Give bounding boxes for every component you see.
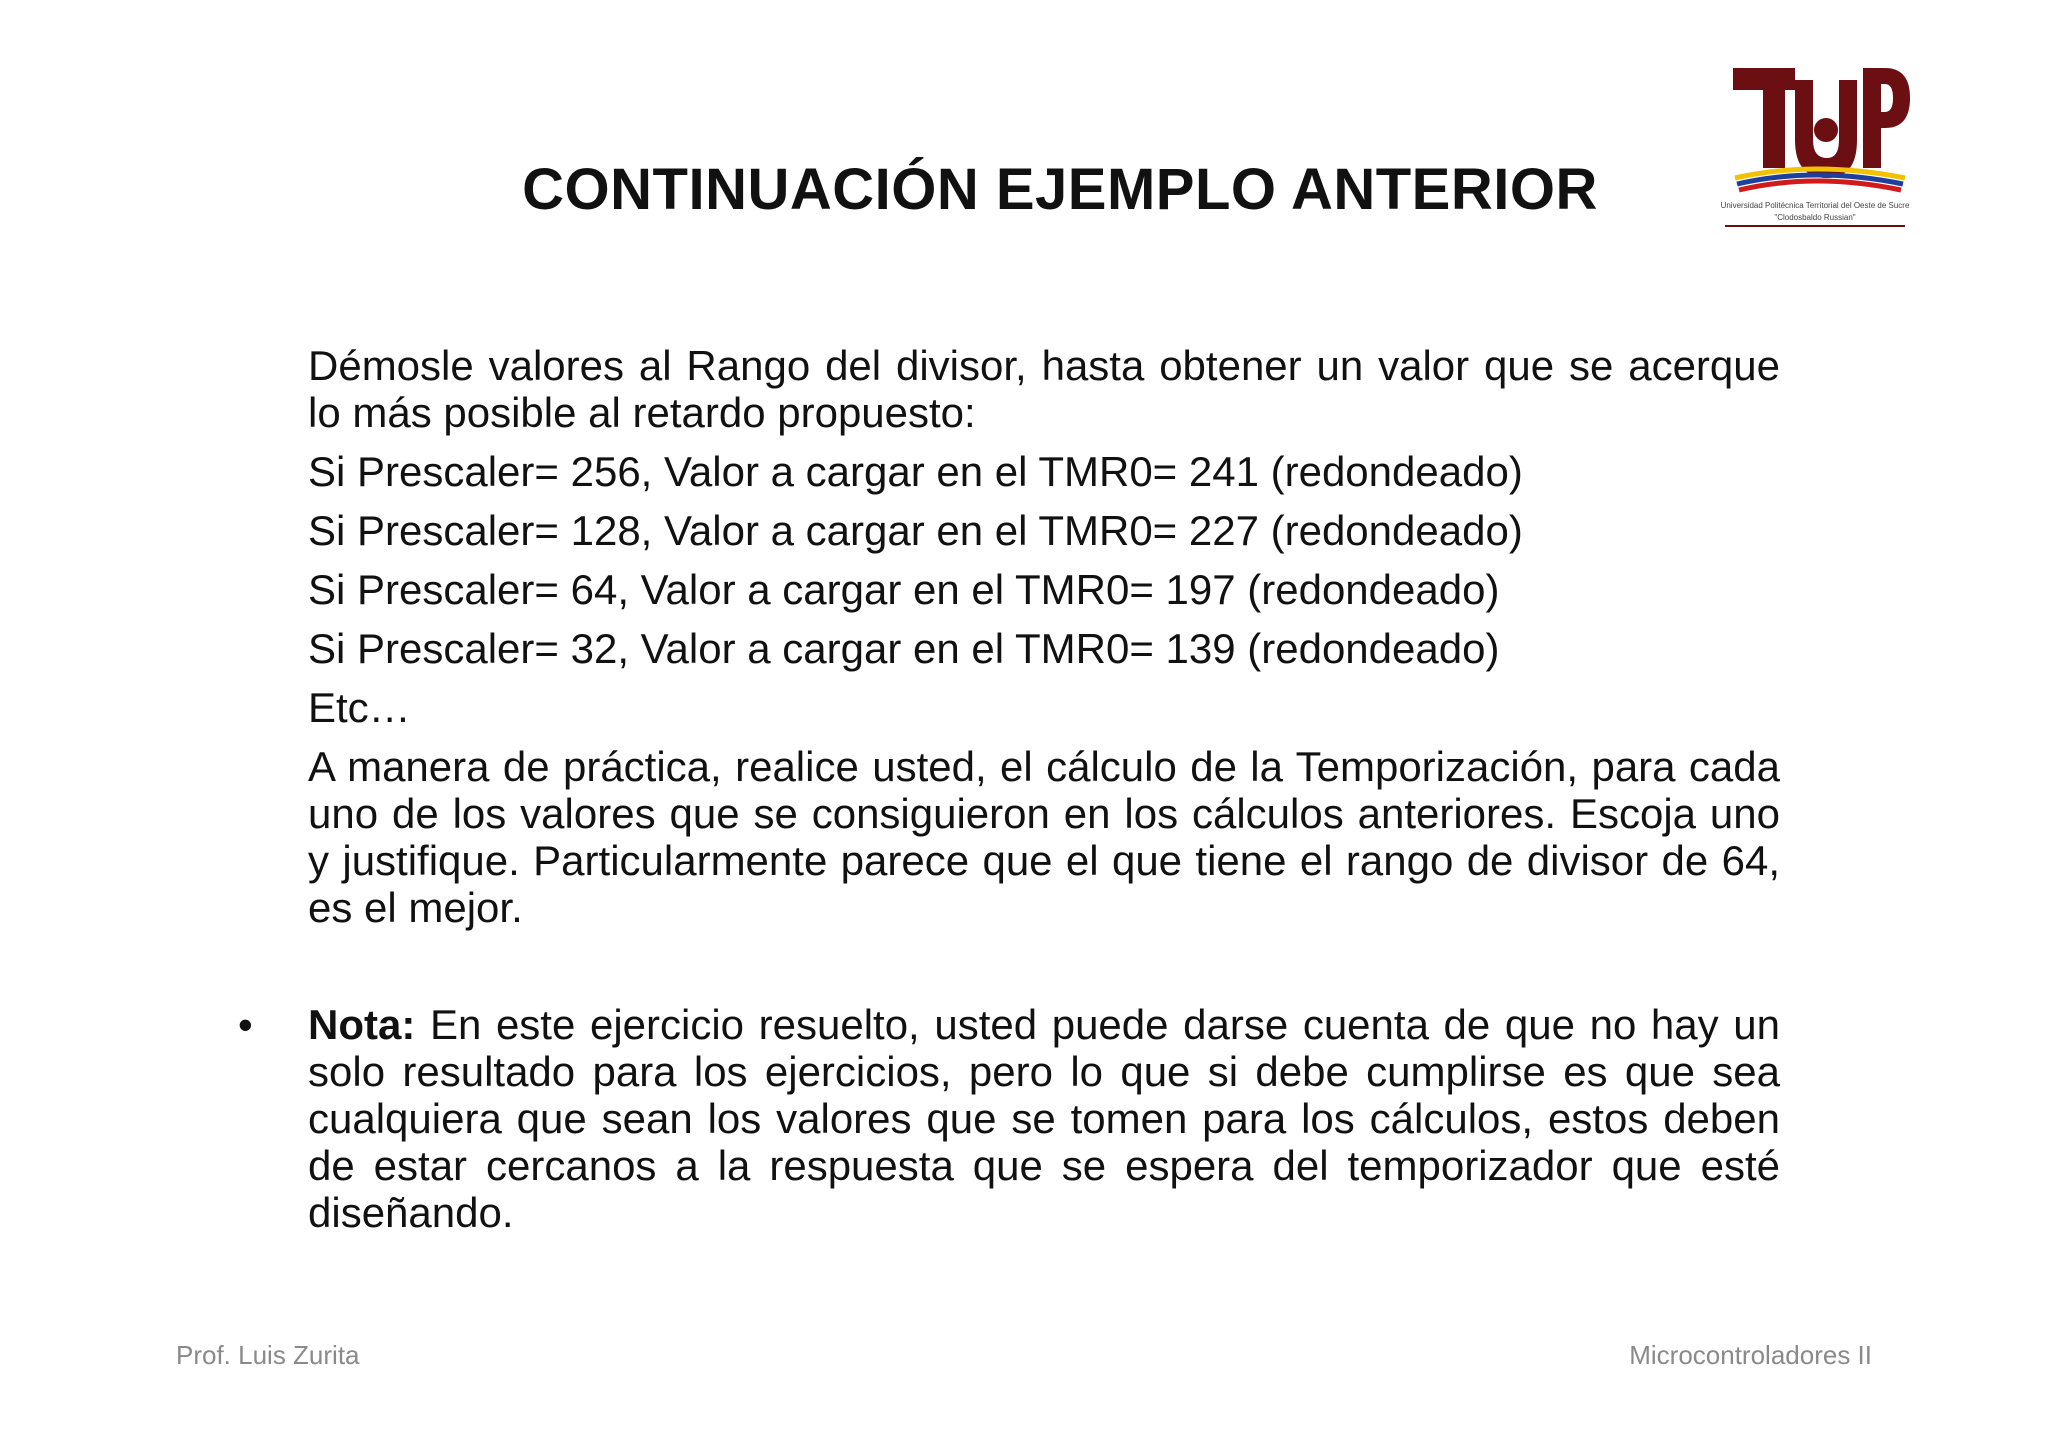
footer-course: Microcontroladores II <box>1629 1340 1872 1370</box>
prescaler-line-32: Si Prescaler= 32, Valor a cargar en el TMR0= 139 (redondeado) <box>308 625 1500 672</box>
slide-title: CONTINUACIÓN EJEMPLO ANTERIOR <box>522 157 1598 222</box>
svg-text:"Clodosbaldo Russian": "Clodosbaldo Russian" <box>1774 213 1856 222</box>
slide-content <box>238 342 1780 1248</box>
prescaler-line-128: Si Prescaler= 128, Valor a cargar en el TMR0= 227 (redondeado) <box>308 507 1523 554</box>
note-bullet <box>238 1001 1780 1236</box>
upt-logo-icon <box>1715 60 1915 230</box>
university-logo <box>1715 60 1915 230</box>
intro-paragraph: Démosle valores al Rango del divisor, hasta obtener un valor que se acerque lo más posible al retardo propuesto: <box>308 342 1780 436</box>
note-paragraph <box>308 1001 1780 1236</box>
prescaler-line-256: Si Prescaler= 256, Valor a cargar en el TMR0= 241 (redondeado) <box>308 448 1523 495</box>
note-label: Nota: <box>308 1001 416 1048</box>
etc-line: Etc… <box>308 684 411 731</box>
note-text: En este ejercicio resuelto, usted puede darse cuenta de que no hay un solo resultado para los ejercicios, pero lo que si debe cumplirse es que sea cualquiera que sean los valores que se tomen para los cálculos, estos deben de estar cercanos a la respuesta que se espera del temporizador que esté diseñando. <box>308 1001 1780 1236</box>
prescaler-line-64: Si Prescaler= 64, Valor a cargar en el TMR0= 197 (redondeado) <box>308 566 1500 613</box>
spacer <box>308 943 1780 1001</box>
footer-author: Prof. Luis Zurita <box>176 1340 360 1370</box>
svg-text:Universidad Politécnica Territ: Universidad Politécnica Territorial del Oeste de Sucre <box>1720 201 1910 210</box>
practice-paragraph: A manera de práctica, realice usted, el cálculo de la Temporización, para cada uno de los valores que se consiguieron en los cálculos anteriores. Escoja uno y justifique. Particularmente parece que el que tiene el rango de divisor de 64, es el mejor. <box>308 743 1780 931</box>
bullet-icon: • <box>238 1001 253 1048</box>
